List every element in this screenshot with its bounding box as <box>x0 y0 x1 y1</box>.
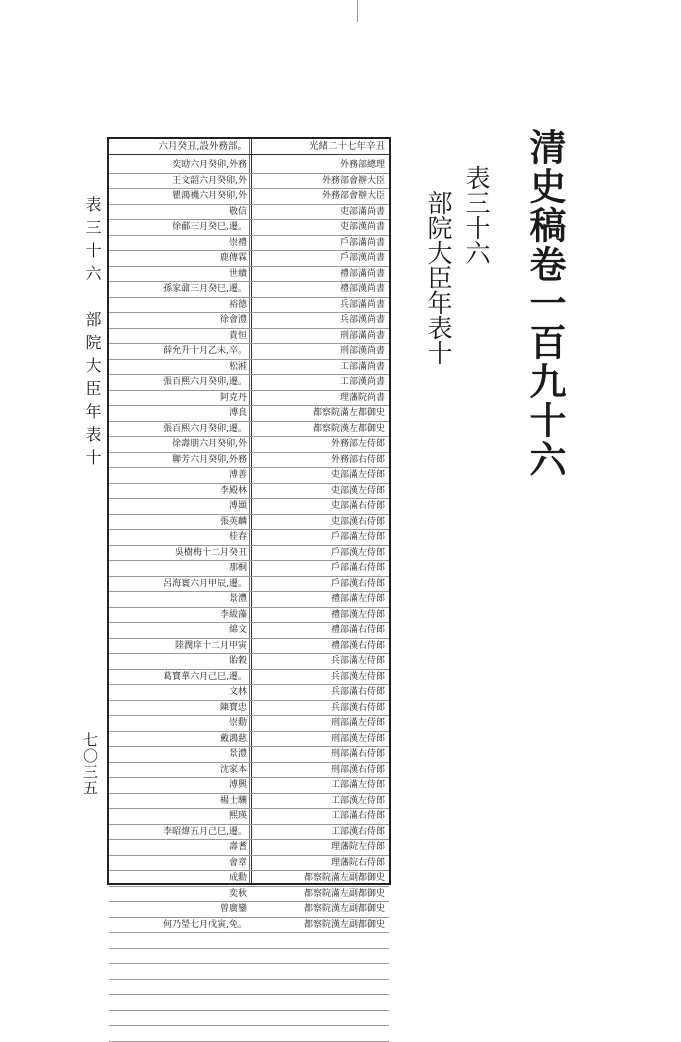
table-row <box>109 763 389 779</box>
person-cell: 何乃瑩七月戊寅,免。 <box>163 919 247 930</box>
table-row <box>109 158 389 174</box>
office-cell <box>253 933 389 948</box>
person-cell: 李紱藻 <box>219 609 247 620</box>
table-row <box>109 422 389 438</box>
person-cell: 成勳 <box>228 873 247 883</box>
table-row <box>109 592 389 608</box>
office-cell: 理藩院左侍郎 <box>330 842 385 852</box>
person-cell: 薛允升十月乙未,卒。 <box>163 346 247 356</box>
person-cell: 桂春 <box>228 532 247 542</box>
table-row <box>109 515 389 531</box>
office-cell: 都察院漢左副都御史 <box>303 919 385 930</box>
person-cell: 那桐 <box>228 563 247 573</box>
person-cell: 貴恒 <box>228 330 247 341</box>
office-cell <box>253 995 389 1010</box>
table-row <box>109 964 389 980</box>
office-cell: 工部滿右侍郎 <box>330 811 385 821</box>
office-cell: 刑部滿尚書 <box>339 330 385 341</box>
office-cell: 吏部滿右侍郎 <box>330 501 385 511</box>
person-cell <box>109 933 249 948</box>
table-row <box>109 329 389 345</box>
person-cell: 溥頲 <box>228 501 247 511</box>
table-row <box>109 670 389 686</box>
office-cell: 刑部漢尚書 <box>339 346 385 356</box>
office-cell: 刑部漢左侍郎 <box>330 733 385 744</box>
table-row <box>109 701 389 717</box>
person-cell: 熙瑛 <box>228 811 247 821</box>
person-cell: 張英麟 <box>219 516 247 527</box>
office-cell: 外務部會辦大臣 <box>321 191 385 201</box>
table-row <box>109 313 389 329</box>
table-row <box>109 1011 389 1027</box>
office-cell: 兵部滿尚書 <box>339 299 385 310</box>
office-cell: 吏部漢尚書 <box>339 222 385 232</box>
office-cell: 戶部滿尚書 <box>339 237 385 248</box>
table-row <box>109 654 389 670</box>
table-row <box>109 251 389 267</box>
table-row <box>109 902 389 918</box>
person-cell: 貽穀 <box>228 656 247 666</box>
office-cell: 吏部漢右侍郎 <box>330 516 385 527</box>
table-title: 部院大臣年表十 <box>424 190 453 365</box>
person-cell: 景灃 <box>228 594 247 604</box>
person-cell: 聯芳六月癸卯,外務 <box>172 454 247 465</box>
person-cell: 徐壽朋六月癸卯,外 <box>172 439 247 449</box>
person-cell: 敬信 <box>228 206 247 217</box>
person-cell: 溥善 <box>228 470 247 480</box>
office-cell: 戶部漢尚書 <box>339 253 385 263</box>
person-cell: 呂海寰六月甲辰,遷。 <box>163 578 247 589</box>
office-cell: 吏部漢左侍郎 <box>330 485 385 496</box>
person-cell: 溥興 <box>228 780 247 790</box>
person-cell: 崇禮 <box>228 237 247 248</box>
table-row <box>109 980 389 996</box>
person-cell: 孫家鼐三月癸巳,遷。 <box>163 284 247 294</box>
table-row <box>109 468 389 484</box>
table-row <box>109 995 389 1011</box>
table-row <box>109 856 389 872</box>
table-row <box>109 732 389 748</box>
table-row <box>109 282 389 298</box>
table-row <box>109 825 389 841</box>
person-cell: 吳樹梅十二月癸丑 <box>174 547 247 558</box>
office-cell: 工部滿左侍郎 <box>330 780 385 790</box>
office-cell: 工部漢右侍郎 <box>330 826 385 837</box>
person-cell <box>109 949 249 964</box>
person-cell: 楊士驤 <box>219 795 247 806</box>
book-title: 清史稿卷一百九十六 <box>523 128 567 479</box>
person-cell: 陸潤庠十二月甲寅 <box>174 640 247 651</box>
table-row <box>109 933 389 949</box>
office-cell: 戶部滿左侍郎 <box>330 532 385 542</box>
table-row <box>109 887 389 903</box>
office-cell: 兵部滿左侍郎 <box>330 656 385 666</box>
office-cell: 戶部漢右侍郎 <box>330 578 385 589</box>
table-row <box>109 546 389 562</box>
table-row <box>109 220 389 236</box>
person-cell: 會章 <box>228 857 247 868</box>
side-running-label: 表三十六 部院大臣年表十 <box>83 196 102 472</box>
office-cell: 外務部左侍郎 <box>330 439 385 449</box>
office-cell: 刑部滿右侍郎 <box>330 749 385 759</box>
office-cell: 禮部滿右侍郎 <box>330 625 385 635</box>
person-cell: 葛寶華六月己巳,遷。 <box>163 671 247 682</box>
office-cell: 禮部漢左侍郎 <box>330 609 385 620</box>
person-cell: 李殿林 <box>219 485 247 496</box>
table-row <box>109 453 389 469</box>
table-row <box>109 298 389 314</box>
table-row <box>109 499 389 515</box>
office-cell: 都察院漢左副都御史 <box>303 904 385 914</box>
person-cell: 李昭煒五月己巳,遷。 <box>163 826 247 837</box>
office-cell: 戶部漢左侍郎 <box>330 547 385 558</box>
person-cell: 瞿鴻禨六月癸卯,外 <box>172 191 247 201</box>
person-cell: 壽耆 <box>228 842 247 852</box>
table-row <box>109 608 389 624</box>
table-row <box>109 530 389 546</box>
person-cell <box>109 964 249 979</box>
office-cell: 吏部滿尚書 <box>339 206 385 217</box>
person-cell: 鹿傳霖 <box>219 253 247 263</box>
table-row <box>109 809 389 825</box>
table-row <box>109 189 389 205</box>
person-cell: 阿克丹 <box>219 392 247 403</box>
table-row <box>109 344 389 360</box>
office-cell: 工部滿尚書 <box>339 361 385 372</box>
person-cell: 徐會澧 <box>219 315 247 325</box>
office-cell: 禮部漢尚書 <box>339 284 385 294</box>
table-row <box>109 236 389 252</box>
table-row <box>109 918 389 934</box>
header-left: 六月癸丑,設外務部。 <box>158 141 247 152</box>
person-cell: 景澧 <box>228 749 247 759</box>
office-cell: 工部漢左侍郎 <box>330 795 385 806</box>
office-cell <box>253 964 389 979</box>
office-cell: 禮部滿左侍郎 <box>330 594 385 604</box>
table-row <box>109 778 389 794</box>
person-cell: 奕秋 <box>228 888 247 899</box>
person-cell <box>109 995 249 1010</box>
office-cell: 兵部漢尚書 <box>339 315 385 325</box>
table-row <box>109 871 389 887</box>
office-cell: 外務部會辦大臣 <box>321 175 385 186</box>
person-cell: 張百熙六月癸卯,遷。 <box>163 423 247 434</box>
office-cell: 都察院滿左副都御史 <box>303 888 385 899</box>
section-label: 表三十六 <box>462 165 491 265</box>
table-header-row <box>109 139 389 155</box>
person-cell: 綿文 <box>228 625 247 635</box>
header-right: 光緒二十七年辛丑 <box>308 141 385 152</box>
office-cell: 外務部總理 <box>339 160 385 170</box>
office-cell: 兵部滿右侍郎 <box>330 687 385 697</box>
table-row <box>109 840 389 856</box>
page-number: 七〇三五 <box>81 732 99 796</box>
person-cell: 文林 <box>228 687 247 697</box>
table-row <box>109 577 389 593</box>
table-row <box>109 639 389 655</box>
table-row <box>109 437 389 453</box>
office-cell: 都察院漢左都御史 <box>312 423 385 434</box>
table-row <box>109 949 389 965</box>
office-cell: 戶部滿右侍郎 <box>330 563 385 573</box>
office-cell: 兵部漢左侍郎 <box>330 671 385 682</box>
office-cell: 都察院滿左都御史 <box>312 408 385 418</box>
table-row <box>109 360 389 376</box>
office-cell <box>253 1026 389 1041</box>
office-cell: 禮部滿尚書 <box>339 268 385 279</box>
person-cell <box>109 1026 249 1041</box>
table-row <box>109 406 389 422</box>
table-row <box>109 1026 389 1042</box>
office-cell: 外務部右侍郎 <box>330 454 385 465</box>
person-cell: 沈家本 <box>219 764 247 775</box>
office-cell: 工部漢尚書 <box>339 377 385 387</box>
person-cell: 陳寶忠 <box>219 702 247 713</box>
person-cell: 奕劻六月癸卯,外務 <box>172 160 247 170</box>
table-row <box>109 685 389 701</box>
office-cell: 理藩院尚書 <box>339 392 385 403</box>
person-cell: 徐郙三月癸巳,遷。 <box>172 222 247 232</box>
person-cell: 曾廣鑾 <box>219 904 247 914</box>
table-row <box>109 484 389 500</box>
table-row <box>109 747 389 763</box>
table-row <box>109 716 389 732</box>
table-row <box>109 375 389 391</box>
table-row <box>109 794 389 810</box>
office-cell: 刑部滿左侍郎 <box>330 718 385 728</box>
office-cell: 理藩院右侍郎 <box>330 857 385 868</box>
person-cell: 張百熙六月癸卯,遷。 <box>163 377 247 387</box>
table-row <box>109 623 389 639</box>
office-cell: 禮部漢右侍郎 <box>330 640 385 651</box>
page-edge-mark <box>357 0 358 22</box>
person-cell <box>109 1011 249 1026</box>
person-cell: 溥良 <box>228 408 247 418</box>
office-cell: 吏部滿左侍郎 <box>330 470 385 480</box>
person-cell: 崇勳 <box>228 718 247 728</box>
person-cell <box>109 980 249 995</box>
table-row <box>109 174 389 190</box>
table-row <box>109 561 389 577</box>
person-cell: 松溎 <box>228 361 247 372</box>
person-cell: 裕德 <box>228 299 247 310</box>
official-table <box>107 137 391 930</box>
office-cell: 刑部漢右侍郎 <box>330 764 385 775</box>
person-cell: 王文韶六月癸卯,外 <box>172 175 247 186</box>
office-cell: 都察院滿左副都御史 <box>303 873 385 883</box>
office-cell <box>253 1011 389 1026</box>
office-cell <box>253 949 389 964</box>
office-cell: 兵部漢右侍郎 <box>330 702 385 713</box>
table-row <box>109 391 389 407</box>
table-row <box>109 205 389 221</box>
table-row <box>109 267 389 283</box>
person-cell: 戴鴻慈 <box>219 733 247 744</box>
office-cell <box>253 980 389 995</box>
person-cell: 世續 <box>228 268 247 279</box>
